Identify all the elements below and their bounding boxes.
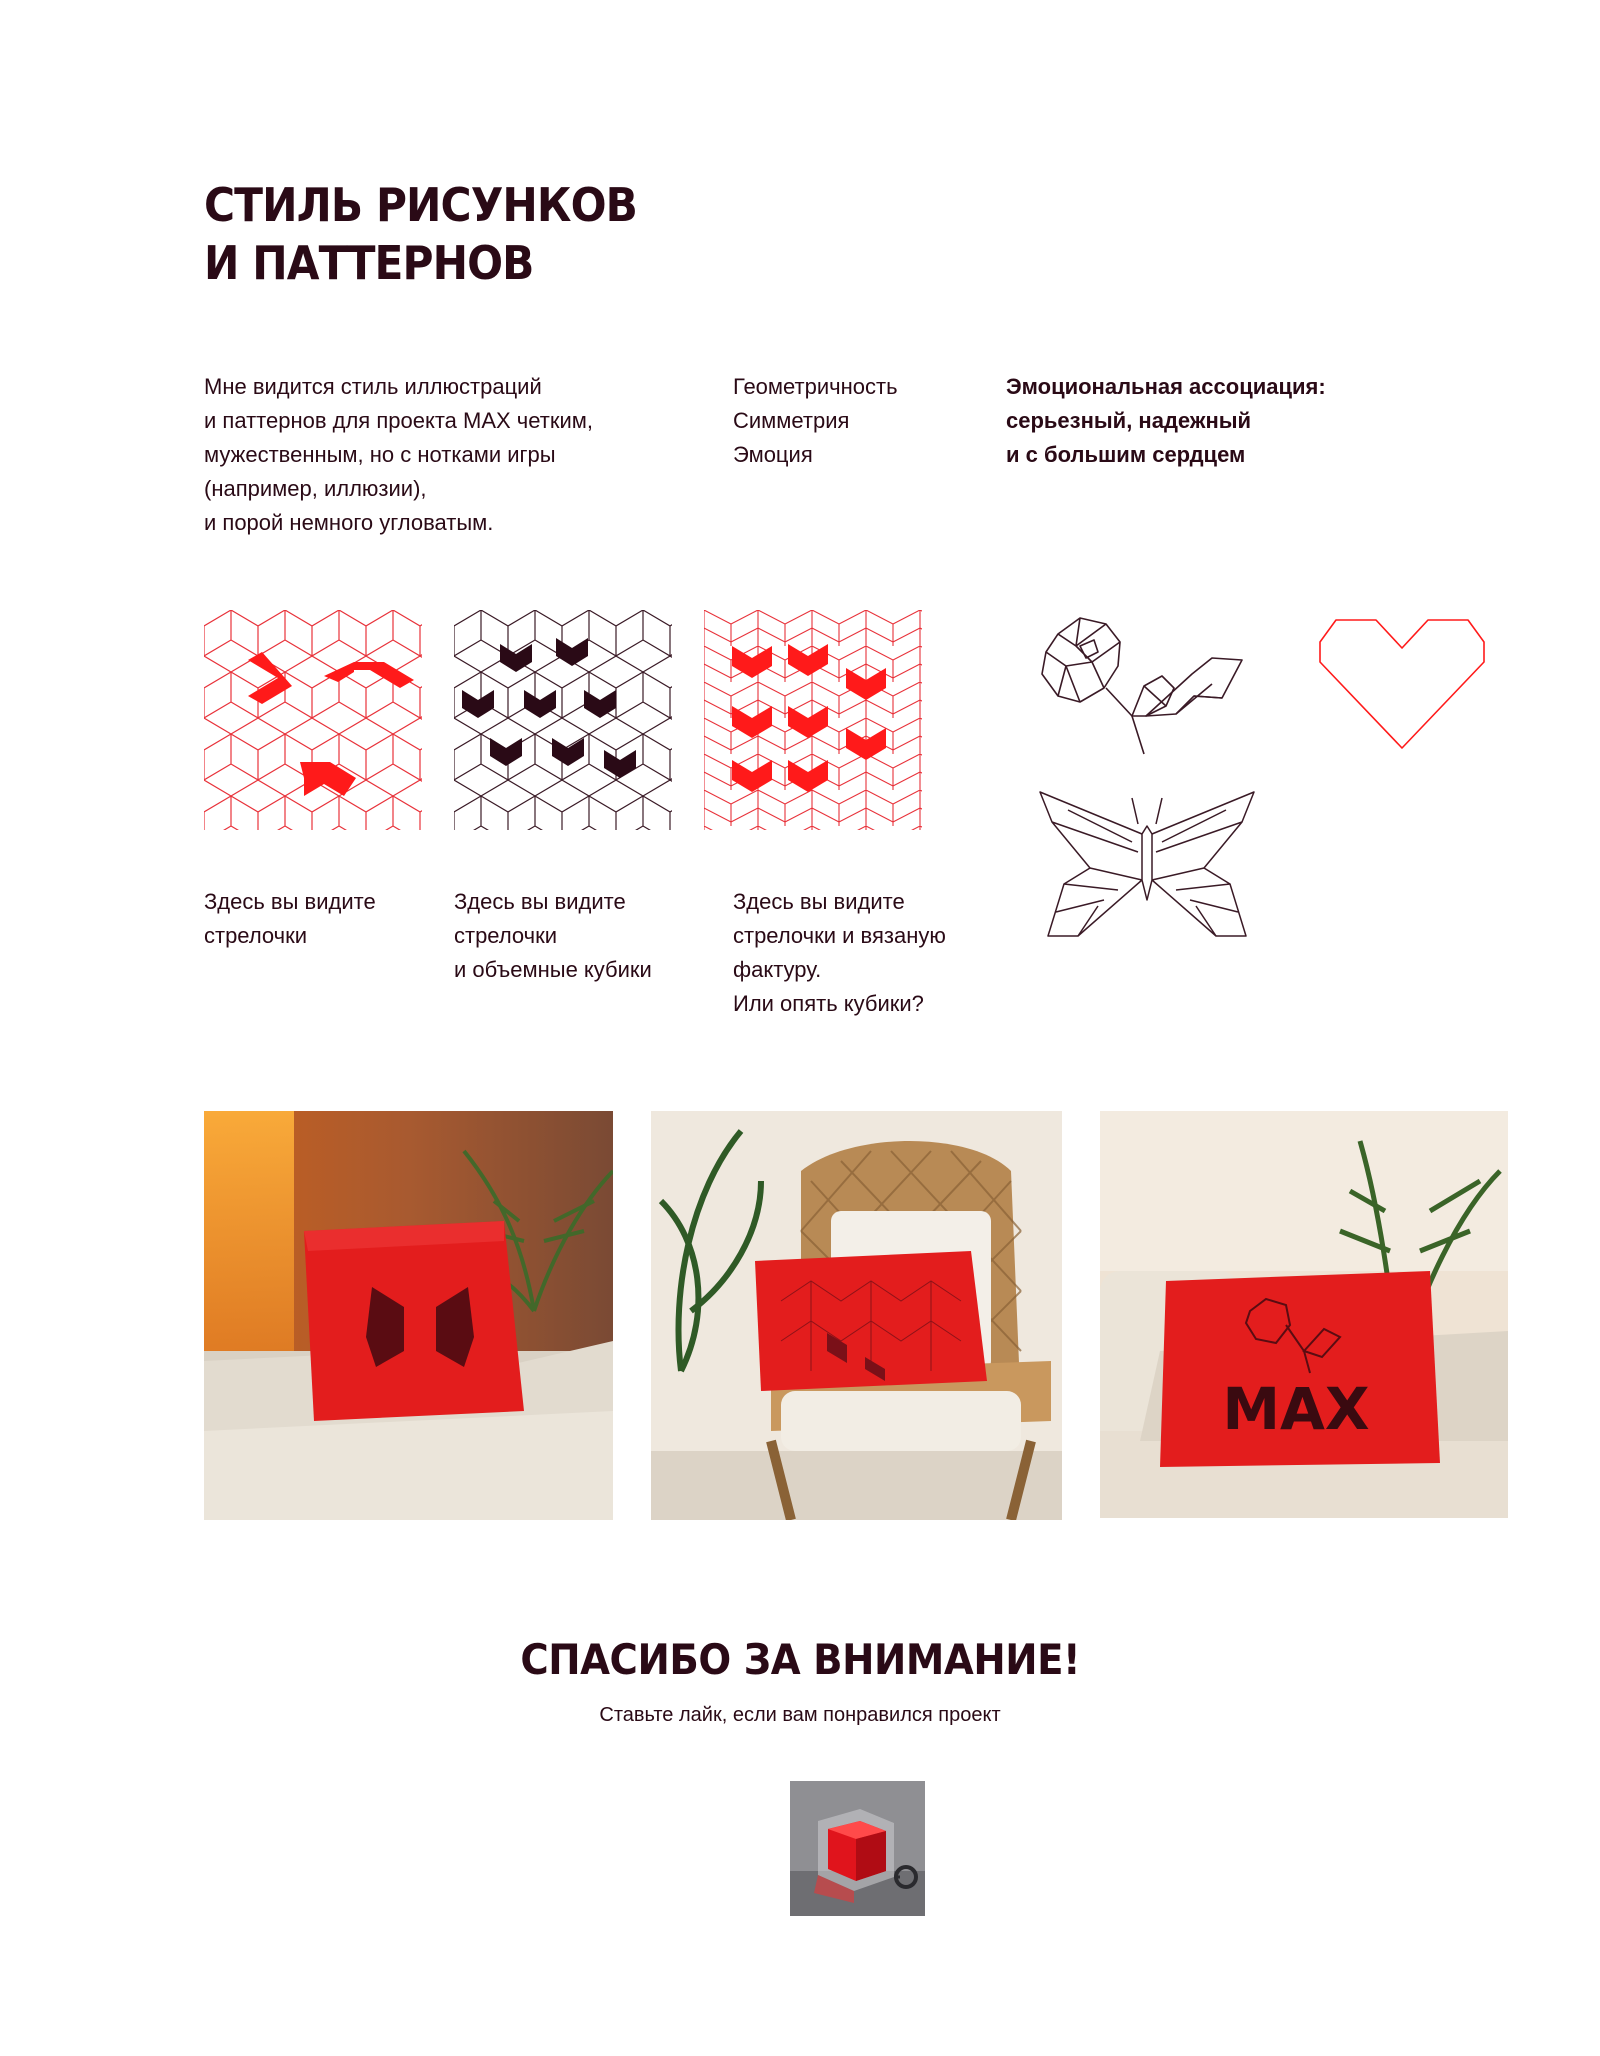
caption-line: Или опять кубики? — [733, 991, 924, 1016]
cube-keychain-photo — [790, 1781, 925, 1916]
association-text — [1006, 370, 1326, 472]
association-line: и с большим сердцем — [1006, 442, 1246, 467]
caption-line: и объемные кубики — [454, 957, 652, 982]
page-title-line-1: СТИЛЬ РИСУНКОВ — [204, 178, 637, 232]
thanks-heading-text: СПАСИБО ЗА ВНИМАНИЕ! — [520, 1635, 1080, 1684]
page-title-line-2: И ПАТТЕРНОВ — [204, 236, 534, 290]
pillow-photo-butterfly — [204, 1111, 613, 1520]
caption-line: Здесь вы видите — [454, 889, 626, 914]
rose-icon — [1036, 612, 1248, 756]
intro-line: мужественным, но с нотками игры — [204, 442, 556, 467]
pattern-swatch-1 — [204, 610, 422, 830]
caption-line: стрелочки — [204, 923, 308, 948]
caption-line: фактуру. — [733, 957, 822, 982]
intro-paragraph — [204, 370, 593, 540]
pattern-1-caption — [204, 885, 376, 953]
association-line: серьезный, надежный — [1006, 408, 1252, 433]
pattern-swatch-2 — [454, 610, 672, 830]
pattern-1-image — [204, 610, 422, 830]
heart-icon — [1318, 610, 1486, 750]
rose-illustration — [1036, 612, 1248, 756]
pattern-3-caption — [733, 885, 946, 1021]
pattern-2-image — [454, 610, 672, 830]
intro-line: и паттернов для проекта MAX четким, — [204, 408, 593, 433]
butterfly-illustration — [1038, 790, 1256, 940]
pillow-photo-pattern — [651, 1111, 1062, 1520]
caption-line: стрелочки и вязаную — [733, 923, 946, 948]
pillow-print-text: MAX — [1222, 1375, 1370, 1443]
pillow-photo-max — [1100, 1111, 1508, 1518]
photo-1-image — [204, 1111, 613, 1520]
page-title — [204, 176, 637, 292]
intro-line: Мне видится стиль иллюстраций — [204, 374, 542, 399]
caption-line: Здесь вы видите — [204, 889, 376, 914]
quality-item: Симметрия — [733, 408, 850, 433]
quality-item: Эмоция — [733, 442, 813, 467]
cube-keychain-image — [790, 1781, 925, 1916]
pattern-swatch-3 — [704, 610, 922, 830]
pattern-2-caption — [454, 885, 652, 987]
photo-3-image — [1100, 1111, 1508, 1518]
heart-illustration — [1318, 610, 1486, 750]
photo-2-image — [651, 1111, 1062, 1520]
like-prompt: Ставьте лайк, если вам понравился проект — [599, 1704, 1001, 1726]
quality-item: Геометричность — [733, 374, 898, 399]
butterfly-icon — [1038, 790, 1256, 940]
intro-line: и порой немного угловатым. — [204, 510, 494, 535]
pattern-3-image — [704, 610, 922, 830]
association-line: Эмоциональная ассоциация: — [1006, 374, 1326, 399]
intro-line: (например, иллюзии), — [204, 476, 427, 501]
caption-line: Здесь вы видите — [733, 889, 905, 914]
qualities-list — [733, 370, 898, 472]
caption-line: стрелочки — [454, 923, 558, 948]
thanks-heading — [0, 1632, 1600, 1688]
